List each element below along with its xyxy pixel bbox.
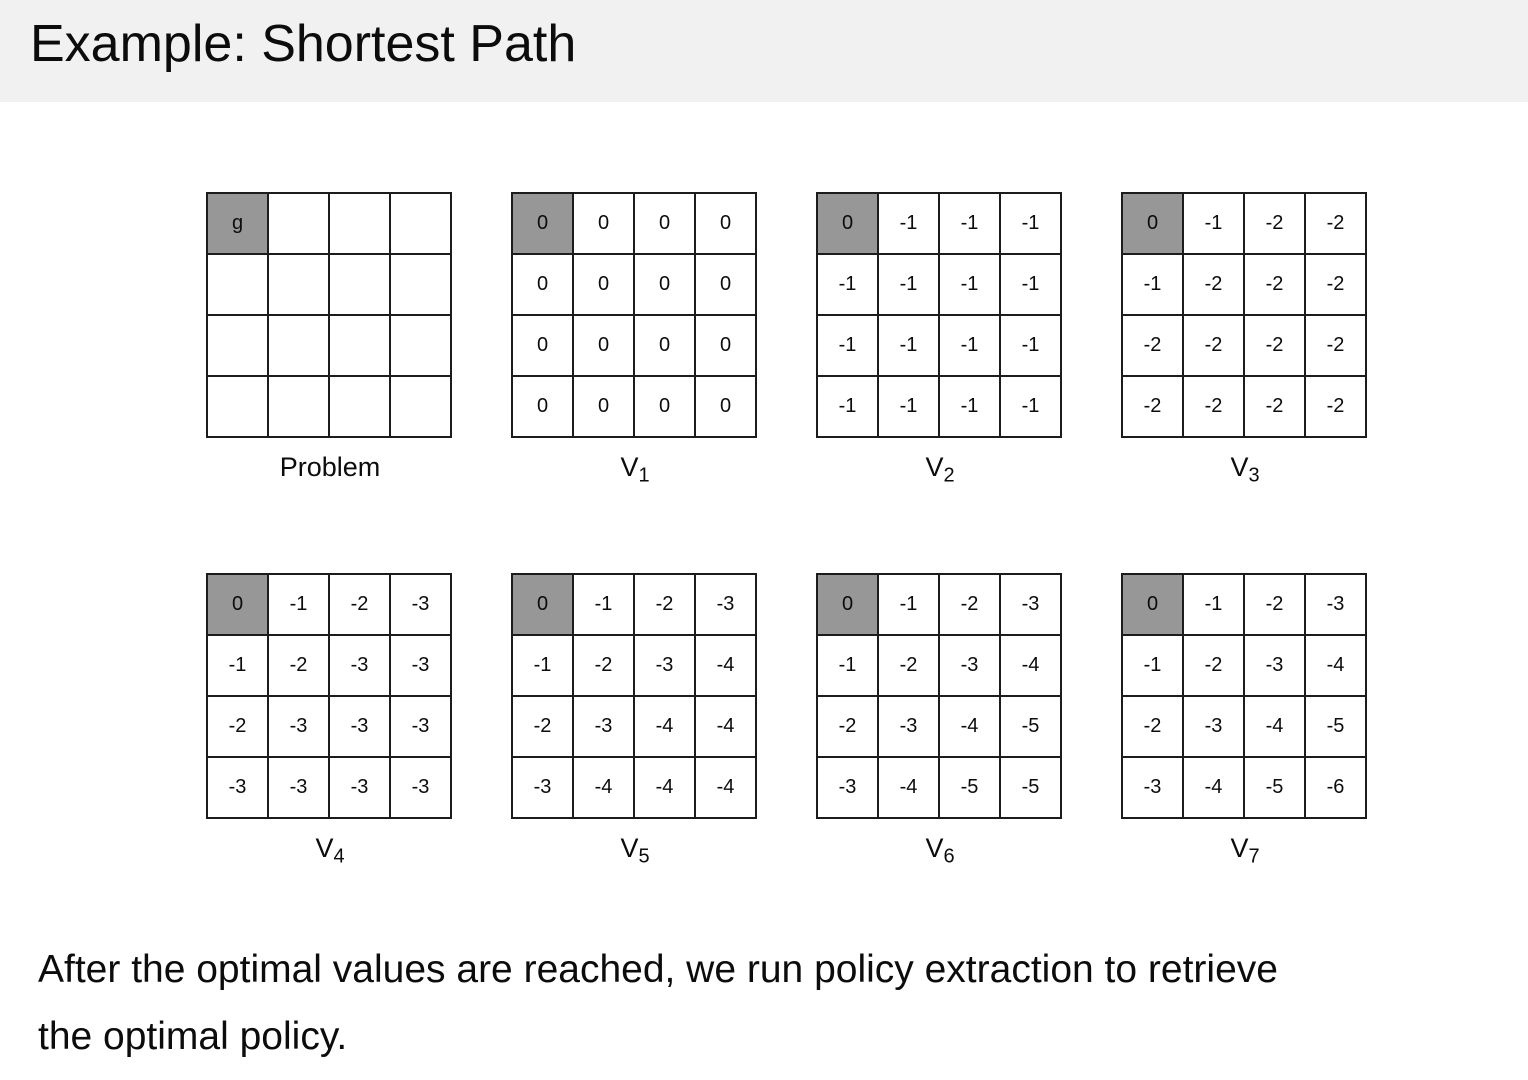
grid-cell: -1: [1000, 254, 1061, 315]
grid-cell: 0: [512, 315, 573, 376]
grid-cell: 0: [634, 254, 695, 315]
page-title: Example: Shortest Path: [30, 15, 577, 73]
grid-cell: -3: [390, 574, 451, 635]
grid-cell: 0: [695, 315, 756, 376]
grid-cell: -2: [817, 696, 878, 757]
value-grid-v1: [511, 192, 757, 438]
grid-cell: -3: [512, 757, 573, 818]
grid-cell: -2: [1244, 574, 1305, 635]
grid-label-subscript: 6: [943, 845, 955, 868]
grid-cell: -2: [268, 635, 329, 696]
grid-cell: [207, 376, 268, 437]
grid-cell: -1: [573, 574, 634, 635]
grid-cell: -3: [329, 635, 390, 696]
grid-figure-v6: [816, 573, 1064, 868]
grid-cell: -1: [939, 193, 1000, 254]
grid-cell: 0: [573, 315, 634, 376]
grid-figure-v2: [816, 192, 1064, 487]
grid-label-v1: [511, 452, 759, 487]
grid-cell: -1: [817, 254, 878, 315]
grid-cell: -3: [1000, 574, 1061, 635]
grid-figure-problem: [206, 192, 454, 483]
grid-cell: 0: [573, 376, 634, 437]
grid-cell: [329, 254, 390, 315]
grid-cell: -5: [1000, 757, 1061, 818]
grid-cell: -4: [1305, 635, 1366, 696]
grid-cell: -2: [634, 574, 695, 635]
grid-label-subscript: 2: [943, 464, 955, 487]
grid-cell: [390, 315, 451, 376]
grid-cell: -2: [1183, 635, 1244, 696]
grid-cell: -1: [1122, 254, 1183, 315]
grid-cell: -2: [1122, 376, 1183, 437]
grid-label-text: V: [620, 833, 639, 863]
grid-cell: -3: [817, 757, 878, 818]
grid-cell: -3: [390, 757, 451, 818]
grid-cell: -2: [1305, 376, 1366, 437]
grid-cell: 0: [634, 315, 695, 376]
grid-cell: 0: [634, 193, 695, 254]
grid-label-text: V: [925, 833, 944, 863]
goal-cell: 0: [512, 574, 573, 635]
grid-cell: -3: [390, 635, 451, 696]
goal-cell: 0: [817, 574, 878, 635]
grid-label-problem: [206, 452, 454, 483]
goal-cell: 0: [817, 193, 878, 254]
grid-cell: 0: [573, 254, 634, 315]
grid-cell: -2: [207, 696, 268, 757]
grid-cell: -3: [390, 696, 451, 757]
grid-cell: -3: [329, 757, 390, 818]
grid-cell: -2: [1183, 376, 1244, 437]
grid-figure-v3: [1121, 192, 1369, 487]
grid-cell: -5: [1000, 696, 1061, 757]
grid-cell: -3: [207, 757, 268, 818]
value-grid-v4: [206, 573, 452, 819]
grid-cell: [390, 193, 451, 254]
goal-cell: 0: [207, 574, 268, 635]
grid-label-text: V: [1230, 452, 1249, 482]
grid-label-subscript: 7: [1248, 845, 1260, 868]
grid-cell: [329, 193, 390, 254]
goal-cell: g: [207, 193, 268, 254]
grid-cell: -1: [878, 376, 939, 437]
grid-cell: -2: [1122, 696, 1183, 757]
grid-cell: -3: [695, 574, 756, 635]
grid-cell: 0: [695, 376, 756, 437]
grid-cell: [207, 315, 268, 376]
grid-cell: -1: [817, 635, 878, 696]
grid-cell: -2: [512, 696, 573, 757]
grid-cell: -1: [207, 635, 268, 696]
value-grid-v3: [1121, 192, 1367, 438]
grid-cell: -2: [1183, 254, 1244, 315]
grid-cell: -3: [573, 696, 634, 757]
grid-label-v7: [1121, 833, 1369, 868]
grid-label-text: V: [925, 452, 944, 482]
grid-cell: -5: [1244, 757, 1305, 818]
grid-cell: 0: [573, 193, 634, 254]
grid-cell: [268, 193, 329, 254]
grid-figure-v5: [511, 573, 759, 868]
value-grid-v7: [1121, 573, 1367, 819]
grid-cell: [390, 376, 451, 437]
grid-cell: -4: [1244, 696, 1305, 757]
grid-cell: -1: [939, 254, 1000, 315]
goal-cell: 0: [512, 193, 573, 254]
grid-cell: -4: [634, 696, 695, 757]
value-grid-problem: [206, 192, 452, 438]
grid-label-text: V: [315, 833, 334, 863]
grid-cell: -1: [939, 376, 1000, 437]
grid-cell: -6: [1305, 757, 1366, 818]
grid-cell: -3: [634, 635, 695, 696]
grid-cell: -3: [268, 757, 329, 818]
grid-cell: -2: [1244, 254, 1305, 315]
grid-cell: -2: [573, 635, 634, 696]
grid-cell: -3: [1122, 757, 1183, 818]
grid-figure-v4: [206, 573, 454, 868]
grid-cell: -1: [1000, 193, 1061, 254]
grid-cell: -1: [939, 315, 1000, 376]
grid-label-v3: [1121, 452, 1369, 487]
grid-figure-v7: [1121, 573, 1369, 868]
grid-label-text: Problem: [279, 452, 381, 482]
grid-cell: -2: [1244, 193, 1305, 254]
grid-cell: -4: [939, 696, 1000, 757]
grid-cell: -2: [1244, 376, 1305, 437]
grid-cell: -4: [634, 757, 695, 818]
grid-label-subscript: 5: [638, 845, 650, 868]
goal-cell: 0: [1122, 574, 1183, 635]
grid-label-v2: [816, 452, 1064, 487]
footer-line-2: the optimal policy.: [38, 1015, 348, 1058]
grid-cell: -1: [817, 315, 878, 376]
grid-cell: -1: [1183, 574, 1244, 635]
grid-cell: [268, 376, 329, 437]
grid-cell: -1: [878, 193, 939, 254]
grid-cell: -4: [878, 757, 939, 818]
grid-cell: -2: [1244, 315, 1305, 376]
grid-cell: -4: [573, 757, 634, 818]
grid-cell: -4: [695, 696, 756, 757]
grid-cell: -4: [1000, 635, 1061, 696]
grid-cell: -2: [329, 574, 390, 635]
grid-cell: 0: [695, 254, 756, 315]
grid-cell: [329, 315, 390, 376]
grid-cell: -3: [878, 696, 939, 757]
grid-cell: -3: [1244, 635, 1305, 696]
footer-line-1: After the optimal values are reached, we run policy extraction to retrieve: [38, 948, 1278, 991]
grid-cell: -4: [1183, 757, 1244, 818]
grid-label-text: V: [1230, 833, 1249, 863]
grid-cell: -2: [1305, 315, 1366, 376]
grid-cell: -3: [1305, 574, 1366, 635]
grid-figure-v1: [511, 192, 759, 487]
grid-cell: -4: [695, 757, 756, 818]
grid-cell: -3: [268, 696, 329, 757]
grid-cell: [207, 254, 268, 315]
grid-cell: -2: [939, 574, 1000, 635]
grid-cell: 0: [512, 376, 573, 437]
grid-cell: -5: [939, 757, 1000, 818]
grid-cell: [268, 315, 329, 376]
grid-cell: -5: [1305, 696, 1366, 757]
grid-cell: -1: [268, 574, 329, 635]
grid-label-v6: [816, 833, 1064, 868]
grid-cell: -3: [939, 635, 1000, 696]
grid-cell: -3: [1183, 696, 1244, 757]
grid-cell: -1: [1000, 315, 1061, 376]
grid-cell: -1: [1000, 376, 1061, 437]
grid-cell: -1: [878, 574, 939, 635]
grid-cell: -1: [1183, 193, 1244, 254]
grid-label-subscript: 4: [333, 845, 345, 868]
footer-text: [38, 936, 1278, 1070]
grid-label-text: V: [620, 452, 639, 482]
grid-cell: -1: [878, 254, 939, 315]
grid-label-v5: [511, 833, 759, 868]
grid-cell: -4: [695, 635, 756, 696]
grid-cell: -2: [1183, 315, 1244, 376]
value-grid-v5: [511, 573, 757, 819]
value-grid-v2: [816, 192, 1062, 438]
value-grid-v6: [816, 573, 1062, 819]
grid-cell: -2: [1305, 193, 1366, 254]
goal-cell: 0: [1122, 193, 1183, 254]
grid-cell: -1: [878, 315, 939, 376]
grid-cell: 0: [695, 193, 756, 254]
grid-cell: 0: [634, 376, 695, 437]
grid-label-v4: [206, 833, 454, 868]
grid-cell: -1: [1122, 635, 1183, 696]
grid-cell: -2: [1122, 315, 1183, 376]
grid-cell: [390, 254, 451, 315]
grid-label-subscript: 3: [1248, 464, 1260, 487]
grid-cell: -3: [329, 696, 390, 757]
grid-cell: -2: [1305, 254, 1366, 315]
grid-cell: [329, 376, 390, 437]
grid-cell: 0: [512, 254, 573, 315]
grid-label-subscript: 1: [638, 464, 650, 487]
grid-cell: -2: [878, 635, 939, 696]
grid-cell: -1: [512, 635, 573, 696]
grid-cell: -1: [817, 376, 878, 437]
grid-cell: [268, 254, 329, 315]
